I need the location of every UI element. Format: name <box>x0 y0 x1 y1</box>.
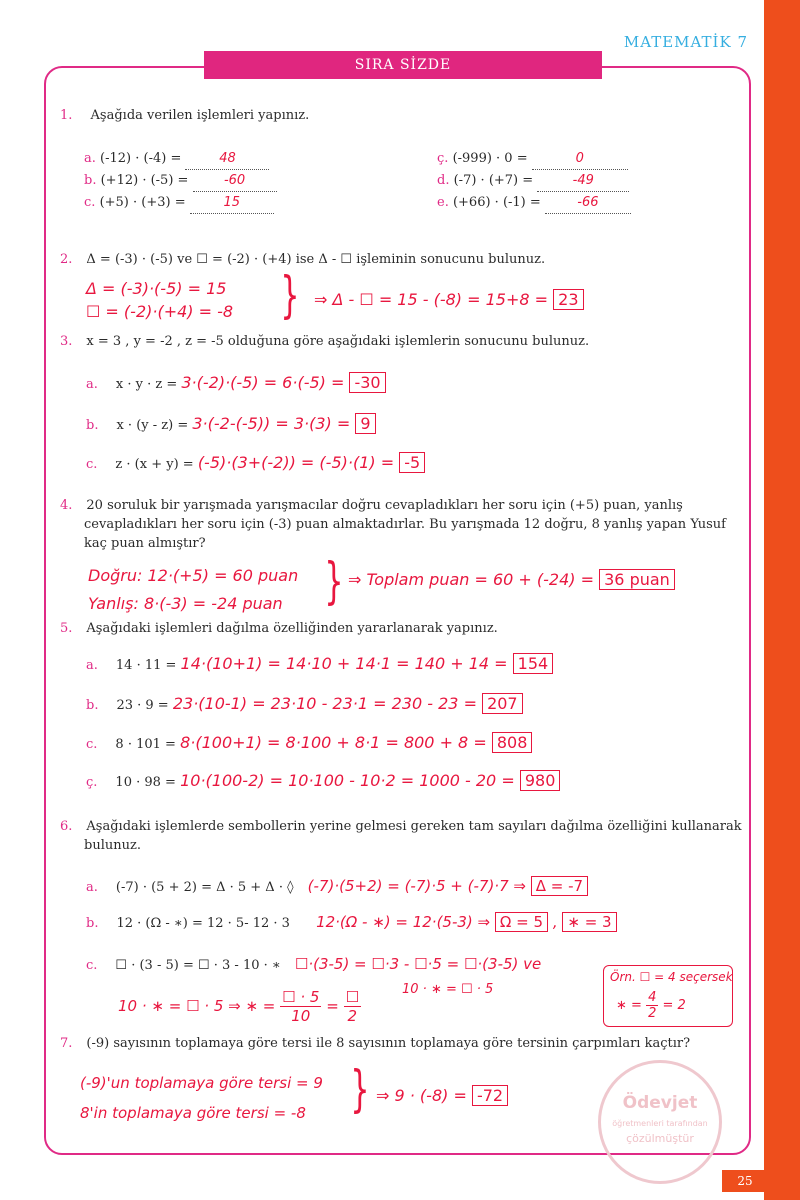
answer-box: 154 <box>513 653 554 674</box>
subject-title: MATEMATİK 7 <box>623 33 748 51</box>
answer: 0 <box>575 151 584 166</box>
answer-box: ∗ = 3 <box>562 912 616 932</box>
page-number: 25 <box>722 1170 768 1192</box>
solved-stamp: Ödevjet öğretmenleri tarafından çözülmüştür <box>598 1060 722 1184</box>
question-text: Aşağıda verilen işlemleri yapınız. <box>90 108 310 123</box>
answer-box: 36 puan <box>599 569 675 590</box>
question-3: 3. x = 3 , y = -2 , z = -5 olduğuna göre aşağıdaki işlemlerin sonucunu bulunuz. <box>60 334 590 349</box>
answer-box: 980 <box>520 770 561 791</box>
question-7: 7. (-9) sayısının toplamaya göre tersi ile 8 sayısının toplamaya göre tersinin çarpımları kaçtır? <box>60 1036 691 1051</box>
q3-item-a: a. x · y · z = 3·(-2)·(-5) = 6·(-5) = -30 <box>86 373 386 392</box>
section-banner: SIRA SİZDE <box>204 51 602 79</box>
answer: 48 <box>219 151 236 166</box>
q6-c-solution: 10 · ∗ = ☐ · 5 ⇒ ∗ = $\frac{☐ \cdot 5}{10}$ = $\frac{☐}{2}$ <box>118 988 360 1025</box>
question-1 <box>60 108 309 123</box>
answer-box: Δ = -7 <box>531 876 588 896</box>
answer: -49 <box>572 173 594 188</box>
q6-c-note: 10 · ∗ = ☐ · 5 <box>402 982 494 997</box>
q1-right-column: ç. (-999) · 0 = 0 d. (-7) · (+7) = -49 e. (+66) · (-1) = -66 <box>437 148 631 214</box>
answer-box: 808 <box>492 732 533 753</box>
example-line: Örn. ☐ = 4 seçersek <box>610 970 733 984</box>
answer-box: 9 <box>355 413 375 434</box>
answer-box: 207 <box>482 693 523 714</box>
answer-box: 23 <box>553 289 583 310</box>
question-5: 5. Aşağıdaki işlemleri dağılma özelliğinden yararlanarak yapınız. <box>60 621 498 636</box>
q3-item-b: b. x · (y - z) = 3·(-2-(-5)) = 3·(3) = 9 <box>86 414 376 433</box>
q7-handwriting: (-9)'un toplamaya göre tersi = 9 8'in toplamaya göre tersi = -8 <box>80 1074 323 1122</box>
q1-left-column: a. (-12) · (-4) = 48 b. (+12) · (-5) = -60 c. (+5) · (+3) = 15 <box>84 148 277 214</box>
answer-box: -30 <box>349 372 385 393</box>
q7-result: ⇒ 9 · (-8) = -72 <box>376 1086 508 1105</box>
q6-item-c: c. ☐ · (3 - 5) = ☐ · 3 - 10 · ∗ ☐·(3-5) = ☐·3 - ☐·5 = ☐·(3-5) ve <box>86 955 542 973</box>
question-number: 1. <box>60 108 73 123</box>
q5-item-a: a. 14 · 11 = 14·(10+1) = 14·10 + 14·1 = 140 + 14 = 154 <box>86 654 553 673</box>
question-4: 4. 20 soruluk bir yarışmada yarışmacılar doğru cevapladıkları her soru için (+5) puan, yanlış cevapladıkları her soru için (-3) puan almaktadırlar. Bu yarışmada 12 doğru, 8 yanlış yapan Yusuf kaç puan almıştır? <box>60 498 726 551</box>
q4-handwriting: Doğru: 12·(+5) = 60 puan Yanlış: 8·(-3) = -24 puan <box>88 566 299 613</box>
answer: 15 <box>223 195 241 210</box>
q4-result: ⇒ Toplam puan = 60 + (-24) = 36 puan <box>348 570 675 589</box>
brace: } <box>324 552 344 610</box>
q5-item-b: b. 23 · 9 = 23·(10-1) = 23·10 - 23·1 = 230 - 23 = 207 <box>86 694 523 713</box>
q3-item-c: c. z · (x + y) = (-5)·(3+(-2)) = (-5)·(1) = -5 <box>86 453 425 472</box>
question-6: 6. Aşağıdaki işlemlerde sembollerin yerine gelmesi gereken tam sayıları dağılma özelliğini kullanarak bulunuz. <box>60 819 742 853</box>
question-2: 2. Δ = (-3) · (-5) ve ☐ = (-2) · (+4) ise Δ - ☐ işleminin sonucunu bulunuz. <box>60 252 546 267</box>
q6-item-a: a. (-7) · (5 + 2) = Δ · 5 + Δ · ◊ (-7)·(5+2) = (-7)·5 + (-7)·7 ⇒ Δ = -7 <box>86 877 588 895</box>
brace: } <box>350 1060 370 1118</box>
answer: -60 <box>223 173 246 188</box>
q5-item-c-cedilla: ç. 10 · 98 = 10·(100-2) = 10·100 - 10·2 = 1000 - 20 = 980 <box>86 771 560 790</box>
q2-result: ⇒ Δ - ☐ = 15 - (-8) = 15+8 = 23 <box>314 290 584 309</box>
answer-box: Ω = 5 <box>495 912 548 932</box>
brace: } <box>280 266 300 324</box>
page-edge-strip <box>764 0 800 1200</box>
q2-handwriting: Δ = (-3)·(-5) = 15 ☐ = (-2)·(+4) = -8 <box>86 279 234 321</box>
answer-box: -5 <box>399 452 425 473</box>
answer: -66 <box>577 195 599 210</box>
q6-item-b: b. 12 · (Ω - ∗) = 12 · 5- 12 · 3 12·(Ω - ∗) = 12·(5-3) ⇒ Ω = 5 , ∗ = 3 <box>86 913 617 931</box>
q5-item-c: c. 8 · 101 = 8·(100+1) = 8·100 + 8·1 = 800 + 8 = 808 <box>86 733 532 752</box>
example-result: ∗ = $\frac{4}{2}$ = 2 <box>616 990 686 1021</box>
answer-box: -72 <box>472 1085 508 1106</box>
